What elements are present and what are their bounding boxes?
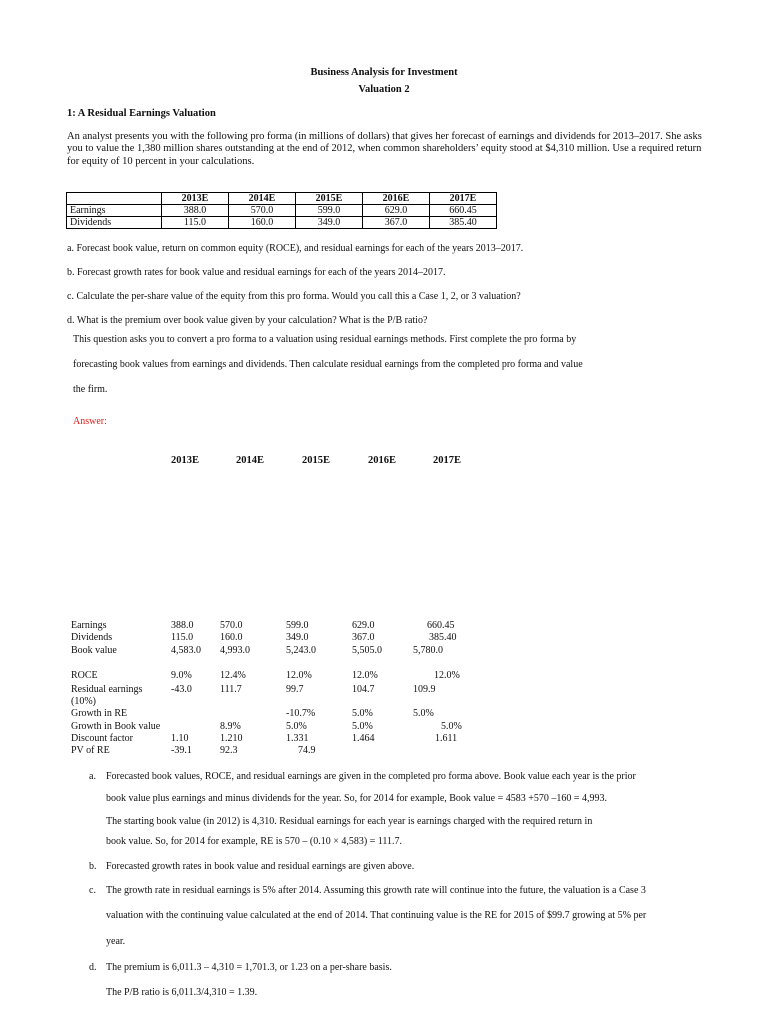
forecast-cell: 629.0 [363,205,430,217]
forecast-row-label: Dividends [67,217,162,229]
answer-row-label: Residual earnings [71,684,143,695]
forecast-cell: 367.0 [363,217,430,229]
explanation-line: the firm. [73,384,108,395]
answer-marker-d: d. [89,962,97,973]
answer-header-cell: 2013E [171,455,200,466]
answer-cell: 160.0 [220,632,243,643]
answer-cell: 4,583.0 [171,645,201,656]
answer-cell: 12.4% [220,670,246,681]
answer-cell: 570.0 [220,620,243,631]
answer-header-cell: 2014E [236,455,265,466]
forecast-row-label: Earnings [67,205,162,217]
answer-marker-b: b. [89,861,97,872]
answer-cell: -39.1 [171,745,192,756]
answer-cell: 599.0 [286,620,309,631]
answer-label: Answer: [73,416,107,427]
answer-cell: 8.9% [220,721,241,732]
forecast-header-cell: 2017E [430,193,497,205]
answer-header-cell: 2016E [368,455,397,466]
answer-cell: -43.0 [171,684,192,695]
answer-cell: 4,993.0 [220,645,250,656]
section-heading: 1: A Residual Earnings Valuation [67,108,216,119]
answer-row-label: Book value [71,645,117,656]
answer-cell: 367.0 [352,632,375,643]
forecast-header-cell: 2014E [229,193,296,205]
forecast-header-cell: 2013E [162,193,229,205]
forecast-cell: 599.0 [296,205,363,217]
answer-row-label: Earnings [71,620,107,631]
explanation-line: forecasting book values from earnings and dividends. Then calculate residual earnings from the completed pro forma and value [73,359,583,370]
answer-a-line: Forecasted book values, ROCE, and residual earnings are given in the completed pro forma above. Book value each year is the prior [106,771,636,782]
answer-marker-c: c. [89,885,96,896]
answer-cell: 349.0 [286,632,309,643]
answer-cell: 9.0% [171,670,192,681]
answer-row-label: PV of RE [71,745,110,756]
forecast-header-cell: 2016E [363,193,430,205]
answer-cell: 1.331 [286,733,309,744]
forecast-cell: 160.0 [229,217,296,229]
forecast-cell: 388.0 [162,205,229,217]
answer-cell: 5.0% [441,721,462,732]
question-d: d. What is the premium over book value given by your calculation? What is the P/B ratio? [67,315,428,326]
question-b: b. Forecast growth rates for book value and residual earnings for each of the years 2014–2017. [67,267,446,278]
answer-cell: 115.0 [171,632,194,643]
answer-row-label: ROCE [71,670,98,681]
answer-cell: 92.3 [220,745,238,756]
answer-cell: -10.7% [286,708,316,719]
forecast-cell: 115.0 [162,217,229,229]
answer-cell: 109.9 [413,684,436,695]
forecast-table-corner [67,193,162,205]
answer-cell: 104.7 [352,684,375,695]
forecast-cell: 570.0 [229,205,296,217]
answer-d-line: The premium is 6,011.3 – 4,310 = 1,701.3, or 1.23 on a per-share basis. [106,962,392,973]
answer-cell: 99.7 [286,684,304,695]
answer-row-label-suffix: (10%) [71,696,96,707]
question-c: c. Calculate the per-share value of the equity from this pro forma. Would you call this a Case 1, 2, or 3 valuation? [67,291,521,302]
answer-cell: 1.611 [435,733,458,744]
answer-cell: 12.0% [352,670,378,681]
answer-cell: 111.7 [220,684,242,695]
answer-cell: 12.0% [434,670,460,681]
answer-cell: 74.9 [298,745,316,756]
answer-cell: 385.40 [429,632,457,643]
answer-cell: 5,243.0 [286,645,316,656]
forecast-cell: 660.45 [430,205,497,217]
document-subtitle: Valuation 2 [358,84,410,95]
answer-cell: 388.0 [171,620,194,631]
intro-paragraph: An analyst presents you with the following pro forma (in millions of dollars) that gives her forecast of earnings and dividends for 2013–2017. She asks you to value the 1,380 million shares outstanding at the end of 2012, when common shareholders’ equity stood at $4,310 million. Use a required return for equity of 10 percent in your calculations. [67,131,702,167]
answer-b-line: Forecasted growth rates in book value and residual earnings are given above. [106,861,415,872]
answer-a-line: book value plus earnings and minus dividends for the year. So, for 2014 for example, Book value = 4583 +570 –160 = 4,993. [106,793,608,804]
answer-cell: 1.210 [220,733,243,744]
answer-cell: 1.10 [171,733,189,744]
answer-row-label: Growth in Book value [71,721,161,732]
answer-cell: 629.0 [352,620,375,631]
answer-row-label: Growth in RE [71,708,128,719]
forecast-header-cell: 2015E [296,193,363,205]
answer-cell: 5,505.0 [352,645,382,656]
answer-marker-a: a. [89,771,96,782]
answer-header-cell: 2017E [433,455,462,466]
document-title: Business Analysis for Investment [310,67,458,78]
answer-a-line: The starting book value (in 2012) is 4,310. Residual earnings for each year is earnings charged with the required return in [106,816,593,827]
explanation-line: This question asks you to convert a pro forma to a valuation using residual earnings methods. First complete the pro forma by [73,334,577,345]
answer-a-line: book value. So, for 2014 for example, RE is 570 – (0.10 × 4,583) = 111.7. [106,836,403,847]
answer-cell: 5.0% [352,721,373,732]
answer-cell: 660.45 [427,620,455,631]
answer-c-line: year. [106,936,126,947]
answer-cell: 5.0% [413,708,434,719]
forecast-cell: 349.0 [296,217,363,229]
forecast-table-row [67,217,497,229]
answer-cell: 12.0% [286,670,312,681]
answer-cell: 5.0% [286,721,307,732]
forecast-table [66,192,497,229]
forecast-cell: 385.40 [430,217,497,229]
answer-header-cell: 2015E [302,455,331,466]
forecast-table-header-row [67,193,497,205]
answer-c-line: The growth rate in residual earnings is 5% after 2014. Assuming this growth rate will continue into the future, the valuation is a Case 3 [106,885,646,896]
answer-row-label: Dividends [71,632,113,643]
answer-cell: 5,780.0 [413,645,443,656]
question-a: a. Forecast book value, return on common equity (ROCE), and residual earnings for each of the years 2013–2017. [67,243,524,254]
answer-cell: 5.0% [352,708,373,719]
answer-row-label: Discount factor [71,733,133,744]
forecast-table-row [67,205,497,217]
answer-c-line: valuation with the continuing value calculated at the end of 2014. That continuing value is the RE for 2015 of $99.7 growing at 5% per [106,910,647,921]
answer-d-line: The P/B ratio is 6,011.3/4,310 = 1.39. [106,987,258,998]
answer-cell: 1.464 [352,733,375,744]
